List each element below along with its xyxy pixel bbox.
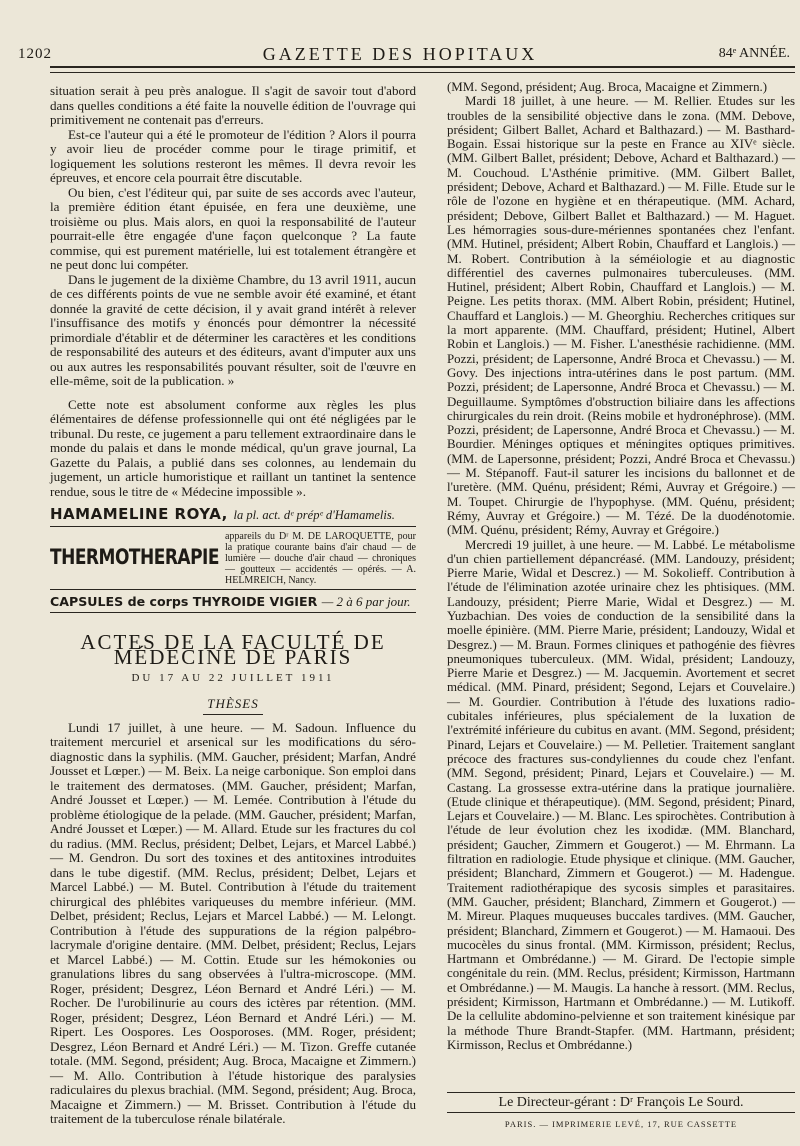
paragraph: Cette note est absolument conforme aux règles les plus élémentaires de défense professionnelle qui ont été négligées par le tribunal. Du reste, ce jugement a paru tellement extraordinaire dans le monde du palais et dans le monde médical, qu'un grave journal, La Gazette du Palais, a publié dans ses colonnes, au lendemain du jugement, un article humoristique et raillant un tantinet la sentence rendue, sous le titre de « Médecine impossible ».: [50, 396, 416, 499]
journal-title: GAZETTE DES HOPITAUX: [262, 44, 538, 64]
theses-heading: THÈSES: [207, 696, 259, 712]
advert-rule: [50, 589, 416, 590]
left-column: [50, 84, 416, 1127]
paragraph: Est-ce l'auteur qui a été le promoteur de l'édition ? Alors il pourra y avoir lieu de procéder comme pour le tirage primitif, et logiquement les solutions resteront les mêmes. Il devra revoir les épreuves, et encore cela pourrait être discutable.: [50, 126, 416, 186]
advert-hamameline: [50, 507, 416, 523]
year-label: 84ᵉ ANNÉE.: [718, 46, 790, 61]
paragraph: Dans le jugement de la dixième Chambre, du 13 avril 1911, aucun de ces différents points de vue ne semble avoir été examiné, et étant donnée la gravité de cette décision, il y avait grand intérêt à relever l'insuffisance des motifs y énoncés pour démontrer la nécessité primordiale d'établir et de déterminer les caractères et les conditions de responsabilité des auteurs et des éditeurs, avant d'imputer aux uns ou aux autres les responsabilités pouvant résulter, soit de l'œuvre en elle-même, soit de la publication. »: [50, 271, 416, 389]
paragraph: Ou bien, c'est l'éditeur qui, par suite de ses accords avec l'auteur, la première édition étant épuisée, en fera une deuxième, une troisième ou plus. Mais alors, en quoi la responsabilité de l'auteur pourrait-elle être engagée d'une façon quelconque ? La faute commise, qui est purement matérielle, lui est totalement étrangère et ne peut donc lui compéter.: [50, 184, 416, 273]
header-rule: [50, 66, 795, 68]
paragraph: (MM. Segond, président; Aug. Broca, Macaigne et Zimmern.): [447, 80, 768, 94]
advert-rule: [50, 612, 416, 613]
printer-line: PARIS. — IMPRIMERIE LEVÉ, 17, RUE CASSETTE: [504, 1119, 738, 1129]
theses-monday: Lundi 17 juillet, à une heure. — M. Sadoun. Influence du traitement mercuriel et arsenical sur les modifications du séro-diagnostic dans la syphilis. (MM. Gaucher, président; Marfan, André Jousset et Lœper.) — M. Beix. La neige carbonique. Son emploi dans le traitement des dermatoses. (MM. Gaucher, président; Marfan, André Jousset et Lœper.) — M. Lemée. Contribution à l'étude du problème étiologique de la pelade. (MM. Gaucher, président; Marfan, André Jousset et Lœper.) — M. Allard. Etude sur les fractures du col du radius. (MM. Reclus, président; Delbet, Lejars, et Marcel Labbé.) — M. Gendron. Du sort des toxines et des antitoxines introduites dans le tube digestif. (MM. Reclus, président; Delbet, Lejars et Marcel Labbé.) — M. Butel. Contribution à l'étude du traitement chirurgical des phlébites variqueuses du membre inférieur. (MM. Delbet, président; Reclus, Lejars et Marcel Labbé.) — M. Lelongt. Contribution à l'étude des suppurations de la région palpébro-lacrymale d'origine dentaire. (MM. Delbet, président; Reclus, Lejars et Marcel Labbé.) — M. Cottin. Etude sur les hémokonies ou granulations libres du sang observées à l'ultra-microscope. (MM. Roger, président; Desgrez, Léon Bernard et André Léri.) — M. Rocher. De l'urobilinurie au cours des ictères par rétention. (MM. Roger, président; Desgrez, Léon Bernard et André Léri.) — M. Ripert. Les Oospores. Les Oosporoses. (MM. Roger, président; Desgrez, Léon Bernard et André Léri.) — M. Tizon. Greffe cutanée totale. (MM. Segond, président; Aug. Broca, Macaigne et Zimmern.) — M. Allo. Contribution à l'étude historique des paralysies radiculaires du plexus brachial. (MM. Segond, président; Aug. Broca, Macaigne et Zimmern.) — M. Brisset. Contribution à l'étude du traitement de la tuberculose rénale bilatérale.: [50, 719, 416, 1127]
advert-hamameline-name: HAMAMELINE ROYA,: [50, 505, 228, 524]
advert-thermotherapie: [50, 531, 416, 586]
section-dates: DU 17 AU 22 JUILLET 1911: [131, 671, 335, 684]
advert-thermotherapie-name: THERMOTHERAPIE: [50, 545, 219, 571]
paragraph: situation serait à peu près analogue. Il s'agit de savoir tout d'abord dans quelles conditions a été faite la nouvelle édition de l'ouvrage qui primitivement ne contenait pas d'erreurs.: [50, 83, 416, 128]
director-signature: Le Directeur-gérant : Dʳ François Le Sourd.: [498, 1095, 744, 1110]
advert-hamameline-desc: la pl. act. dᵉ prépᵉ d'Hamamelis.: [233, 508, 395, 523]
advert-rule: [50, 526, 416, 527]
theses-wednesday: Mercredi 19 juillet, à une heure. — M. Labbé. Le métabolisme d'un chien partiellement dépancréasé. (MM. Landouzy, président; Pierre Marie, Widal et Descrez.) — M. Sokolieff. Contribution à l'étude de l'élimination azotée urinaire chez les phtisiques. (MM. Landouzy, président; Pierre Marie, Widal et Desgrez.) — M. Yuzbachian. Des voies de conduction de la sensibilité dans la moelle épinière. (MM. Pierre Marie, président; Landouzy, Widal et Desgrez.) — M. Braun. Formes cliniques et pathogénie des fièvres pneumoniques tuberculeux. (MM. Widal, président; Landouzy, Pierre Marie et Desgrez.) — M. Jacquemin. Avortement et secret médical. (MM. Pinard, président; Segond, Lejars et Couvelaire.) — M. Gourdier. Contribution à l'étude des luxations radio-cubitales inférieures, plus spécialement de la luxation de l'extrémité inférieure du cubitus en avant. (MM. Segond, président; Pinard, Lejars et Couvelaire.) — M. Pelletier. Traitement sanglant précoce des fractures sus-condyliennes du coude chez l'enfant. (MM. Segond, président; Pinard, Lejars et Couvelaire.) — M. Castang. La grossesse extra-utérine dans la pratique journalière. (Etude clinique et thérapeutique). (MM. Segond, président; Pinard, Lejars et Couvelaire.) — M. Blanc. Les spirochètes. Contribution à l'étude de leur évolution chez les ixodidæ. (MM. Blanchard, président; Gaucher, Zimmern et Gougerot.) — M. Ehrmann. La filtration en radiologie. Etude physique et clinique. (MM. Gaucher, président; Blanchard, Zimmern et Gougerot.) — M. Hadengue. Traitement radiothérapique des sycosis simples et parasitaires. (MM. Gaucher, président; Blanchard, Zimmern et Gougerot.) — M. Mireur. Plaques muqueuses buccales tardives. (MM. Gaucher, président; Blanchard, Zimmern et Gougerot.) — M. Hamaoui. Des mucocèles du sinus frontal. (MM. Kirmisson, président; Reclus, Hartmann et Ombrédanne.) — M. Girard. De l'ectopie simple congénitale du rein. (MM. Reclus, président; Kirmisson, Hartmann et Ombrédanne.) — M. Maugis. La hanche à ressort. (MM. Reclus, président; Kirmisson, Hartmann et Ombrédanne.) — M. Lutikoff. De la cellulite abdomino-pelvienne et son traitement kinésique par la méthode Thure Brandt-Stapfer. (MM. Hartmann, président; Kirmisson, Reclus et Ombrédanne.): [447, 537, 795, 1052]
page-header: [0, 38, 800, 68]
advert-thermotherapie-desc: appareils du Dʳ M. DE LAROQUETTE, pour la pratique courante bains d'air chaud — de lumière — douche d'air chaud — chroniques — goutteux — accidentés — opérés. — A. HELMREICH, Nancy.: [224, 530, 416, 586]
theses-rule: [203, 714, 263, 715]
right-column: [447, 80, 795, 1052]
header-rule-thin: [50, 72, 795, 73]
advert-capsules: [50, 595, 416, 610]
advert-capsules-dose: — 2 à 6 par jour.: [321, 593, 411, 609]
advert-capsules-name: CAPSULES de corps THYROIDE VIGIER: [50, 593, 318, 609]
theses-tuesday: Mardi 18 juillet, à une heure. — M. Rellier. Etudes sur les troubles de la sensibilité objective dans le zona. (MM. Debove, président; Gilbert Ballet, Achard et Balthazard.) — M. Basthard-Bogain. Essai historique sur la peste en France au XIVᵉ siècle. (MM. Gilbert Ballet, président; Debove, Achard et Balthazard.) — M. Couchoud. L'Asthénie primitive. (MM. Gilbert Ballet, président; Debove, Achard et Balthazard.) — M. Fille. Etude sur le rôle de l'ozone en hygiène et en thérapeutique. (MM. Achard, président; Debove, Gilbert Ballet et Balthazard.) — M. Haguet. Les hémorragies sous-dure-mériennes spontanées chez l'enfant. (MM. Hutinel, président; Albert Robin, Chauffard et Langlois.) — M. Robert. Contribution à la séméiologie et au diagnostic différentiel des cavernes pulmonaires tuberculeuses. (MM. Hutinel, président; Albert Robin, Chauffard et Langlois.) — M. Peigne. Les petits thorax. (MM. Albert Robin, président; Hutinel, Chauffard et Langlois.) — M. Gheorghiu. Recherches critiques sur la mort apparente. (MM. Chauffard, président; Hutinel, Albert Robin et Langlois.) — M. Fisher. L'anesthésie rachidienne. (MM. Pozzi, président; de Lapersonne, André Broca et Chevassu.) — M. Govy. Des injections intra-utérines dans le post partum. (MM. Pozzi, président; de Lapersonne, André Broca et Chevassu.) — M. Deguillaume. Symptômes d'obstruction biliaire dans les affections chirurgicales du rein droit. (Reins mobile et hydronéphrose). (MM. Pozzi, président; de Lapersonne, André Broca et Chevassu.) — M. Bourdier. Méninges optiques et méningites optiques primitives. (MM. de Lapersonne, président; Pozzi, André Broca et Chevassu.) — M. Stépanoff. Faut-il saturer les incisions du ballonnet et de l'uretère. (MM. Quénu, président; Rémi, Auvray et Grégoire.) — M. Toupet. Chirurgie de l'hypophyse. (MM. Quénu, président; Rémy, Auvray et Grégoire.) — M. Tézé. De la duodénotomie. (MM. Quénu, président; Rémy, Auvray et Grégoire.): [447, 94, 795, 538]
page-number: 1202: [18, 46, 52, 62]
signature-block: [447, 1092, 795, 1129]
section-title: ACTES DE LA FACULTÉ DE MÉDECINE DE PARIS: [80, 630, 386, 669]
